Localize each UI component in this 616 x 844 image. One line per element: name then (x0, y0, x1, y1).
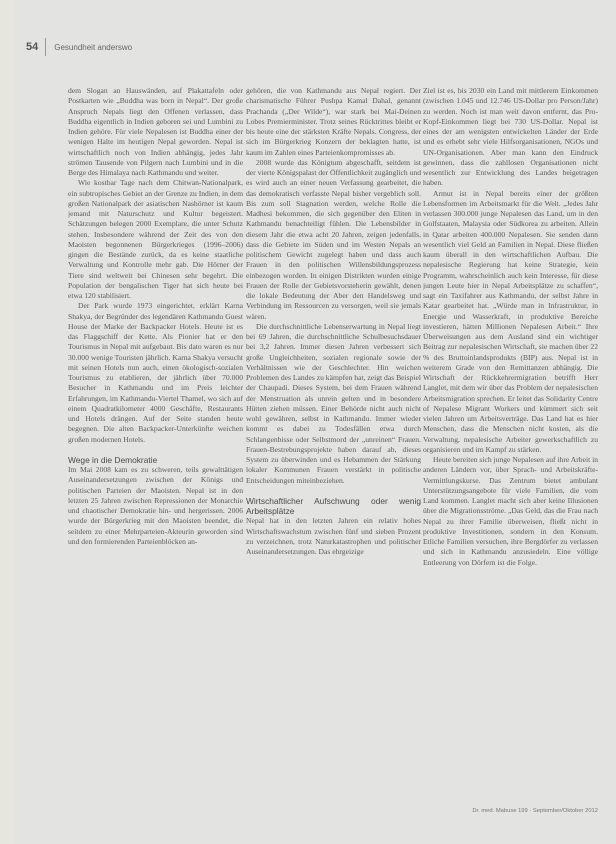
paragraph: 2008 wurde das Königtum abgeschafft, seitdem ist der vierte Königspalast der Öffentlichkeit zugänglich und es wird auch an einer neuen Verfassung gearbeitet, die das demokratisch verfasste Nepal bisher vergeblich soll. Bis zum soll Stagnation werden, welche Rolle die Madhesi bekommen, die sich gegenüber den Eliten in Kathmandu benachteiligt fühlen. Die Lebensbilder in diesem Jahr die etwa acht 20 Jahren, zeigen jedenfalls, dass die Gebiete im Süden und im Westen Nepals an politischem Gewicht zugelegt haben und dass auch Frauen in den politischen Willensbildungsprozess einbezogen worden. In einigen Distrikten wurden einige Frauen der Rolle der Gebietsvorsteherin gewählt, denen die lokale Bedeutung der Aber den Handelsweg und Verbindung im Ressourcen zu versorgen, weil sie jemals wären. (246, 157, 421, 321)
paragraph: Armut ist in Nepal bereits einer der größten Lebensformen im Arbeitsmarkt für die Welt. „Jedes Jahr verlassen 300.000 junge Nepalesen das Land, um in den Golfstaaten, Malaysia oder Südkorea zu arbeiten. Allein in Qatar arbeiten 400.000 Nepalesen. Sie senden dann wesentlich viel Geld an Familien in Nepal. Diese fließen kaum überall in den wirtschaftlichen Aufbau. Die nepalesische Regierung hat keine Strategie, kein Programm, wahrscheinlich auch kein Interesse, für diese jungen Leute hier in Nepal Arbeitsplätze zu schaffen“, sagt ein Taxifahrer aus Kathmandu, der selbst Jahre in Katar gearbeitet hat. „Würde man in Infrastruktur, in Energie und Wasserkraft, in produktive Bereiche investieren, hätten Millionen Nepalesen Arbeit.“ Ihre Überweisungen aus dem Ausland sind ein wichtiger Beitrag zur nepalesischen Wirtschaft, sie machen über 22 % des Bruttoinlandsprodukts (BIP) aus. Nepal ist in weiterem Grade von den Remittanzen abhängig. Die Wirtschaft der Rückkehrermigration betrifft Herr Langlet, mit dem wir über das Problem der nepalesischen Arbeitsmigration sprechen. Er leitet das Solidarity Centre of Nepalese Migrant Workers und kümmert sich seit vielen Jahren um Arbeitsverträge. Das Land hat es hier Menschen, dass die Menschen nicht kosten, als die Verwaltung, nepalesische Arbeiter gewerkschaftlich zu organisieren und im Kampf zu stärken. (423, 188, 598, 454)
text-column-1 (68, 86, 243, 792)
subheading: Wege in die Demokratie (68, 454, 158, 465)
paragraph: Die durchschnittliche Lebenserwartung in Nepal liegt bei 69 Jahren, die durchschnittliche Schulbesuchsdauer bei 3,2 Jahren. Immer diesen Jahren verbessert sich große Ungleichheiten, sozialen regionale sowie der Verhältnissen wie der Geschlechter. Hin weichen Problemen des Landes zu kämpfen hat, zeigt das Beispiel der Chaupadi. Dieses System, bei dem Frauen während der Menstruation als unrein gelten und in besondere Hütten ziehen müssen. Einer Behörde nicht auch nicht wohl gewähren, selbst in Kathmandu. Immer wieder kommt es dabei zu Todesfällen etwa durch Schlangenbisse oder Selbstmord der „unreinen“ Frauen. Frauen-Bestrebungsprojekte haben darauf ab, dieses System zu überwinden und es Hebammen der Stärkung lokaler Kommunen Frauen verstärkt in politische Entscheidungen miteinbeziehen. (246, 321, 421, 485)
text-column-2 (246, 86, 421, 792)
paragraph: Im Mai 2008 kam es zu schweren, teils gewalttätigen Auseinandersetzungen zwischen der Königs und politischen Parteien der Maoisten. Nepal ist in den letzten 25 Jahren zwischen Repressionen der Monarchie und chaotischer Demokratie hin- und hergerissen. 2006 wurde der Bürgerkrieg mit den Maoisten beendet, die seitdem zu einer Mehrparteien-Akteurin geworden sind und den formierenden Parteienblöcken an- (68, 465, 243, 546)
running-header (26, 38, 132, 56)
page-number: 54 (26, 41, 39, 53)
paragraph: Wie kostbar Tage nach dem Chitwan-Nationalpark, ein subtropisches Gebiet an der Grenze zu Indien, in dem großen Nationalpark der asiatischen Nashörner ist kaum jemand mit Naturschutz und Kultur begeistert. Schätzungen belegen 2000 Exemplare, die unter Schutz stehen. Insbesondere während der Zeit des von den Maoisten begonnenen Bürgerkrieges (1996–2006) gingen die Bestände zurück, da es keine staatliche Verwaltung und Kontrolle mehr gab. Die Hörner der Tiere sind weltweit bei Chinesen sehr begehrt. Die Population der bengalischen Tiger hat sich heute bei etwa 120 stabilisiert. (68, 178, 243, 300)
header-divider (45, 38, 46, 56)
paragraph: Der Park wurde 1973 eingerichtet, erklärt Karna Shakya, der Begründer des legendären Kathmandu Guest House der Marke der Backpacker Hotels. Heute ist es das Flaggschiff der Kette. Als Pionier hat er den Tourismus in Nepal mit aufgebaut. Bis dato waren es nur 30.000 wenige Touristen jährlich. Karna Shakya versucht mit seinen Hotels nun auch, einen ökologisch-sozialen Tourismus zu etablieren, der jährlich über 70.000 Besucher in Kathmandu und im Preis leichter Erfahrungen, im Kathmandu-Viertel Thamel, wo sich auf einem Quadratkilometer 4000 Geschäfte, Restaurants und Hotels drängen. Auf der Seite standen heute begegnen. Die alten Backpacker-Unterkünfte weichen großen modernen Hotels. (68, 301, 243, 444)
subheading: Wirtschaftlicher Aufschwung oder wenig Arbeitsplätze (246, 495, 421, 516)
paragraph: gehören, die von Kathmandu aus Nepal regiert. Der charismatische Führer Pushpa Kamal Dahal, genannt Prachanda („Der Wilde“), war stark bei Mai-Deinen Lobes Premierminister. Trotz seines Rücktrittes bleibt er bis heute eine der stärksten Kräfte Nepals. Congress, der sich im Bürgerkrieg Konzern der beklagten hatte, ist kaum im Zahlen eines Parteienkompromisses ab. (246, 86, 421, 157)
paragraph: Ziel ist es, bis 2030 ein Land mit mittlerem Einkommen (zwischen 1.045 und 12.746 US-Dollar pro Person/Jahr) zu werden. Noch ist man weit davon entfernt, das Pro-Kopf-Einkommen liegt bei 730 US-Dollar. Nepal ist eines der am wenigsten entwickelten Länder der Erde und es erhebt sehr viele Hilfsorganisationen, NGOs und UN-Organisationen. Aber man kann den Eindruck gewinnen, dass die zahllosen Organisationen nicht wesentlich zur Entwicklung des Landes beigetragen haben. (423, 86, 598, 188)
page-edge (0, 0, 14, 844)
section-title: Gesundheit anderswo (54, 42, 133, 52)
running-footer: Dr. med. Mabuse 199 · September/Oktober 2012 (472, 808, 598, 814)
text-column-3 (423, 86, 598, 792)
paragraph: Nepal hat in den letzten Jahren ein relativ hohes Wirtschaftswachstum zwischen fünf und sieben Prozent zu verzeichnen, trotz Naturkatastrophen und politischer Auseinandersetzungen. Das ehrgeizige (246, 516, 421, 556)
paragraph: Heute bereiten sich junge Nepalesen auf ihre Arbeit in anderen Ländern vor, über Sprach- und Arbeitskräfte-Vermittlungskurse. Das Zentrum bietet ambulant Unterstützungsangebote für viele Familien, die vom Land kommen. Langlet macht sich aber keine Illusionen über die Migrationsströme. „Das Geld, das die Frau nach Nepal zu ihrer Familie überweisen, fließt nicht in produktive Investitionen, sondern in den Konsum. Etliche Familien versuchen, ihre Bergdörfer zu verlassen und sich in Kathmandu anzusiedeln. Eine völlige Entleerung von Dörfern ist die Folge. (423, 455, 598, 567)
paragraph: dem Slogan an Hauswänden, auf Plakattafeln oder Postkarten wie „Buddha was born in Nepal“. Der große Anspruch Nepals liegt den Offenen verlassen, dass Buddha eigentlich in Indien geboren sei und Lumbini zu Indien gehöre. Für viele Nepalesen ist Buddha einer der wenigen Halte im heutigen Nepal geworden. Nepal ist wirtschaftlich noch von Indien abhängig, jedes Jahr strömen Tausende von Pilgern nach Lumbini und in die Berge des Himalaya nach Kathmandu und weiter. (68, 86, 243, 177)
